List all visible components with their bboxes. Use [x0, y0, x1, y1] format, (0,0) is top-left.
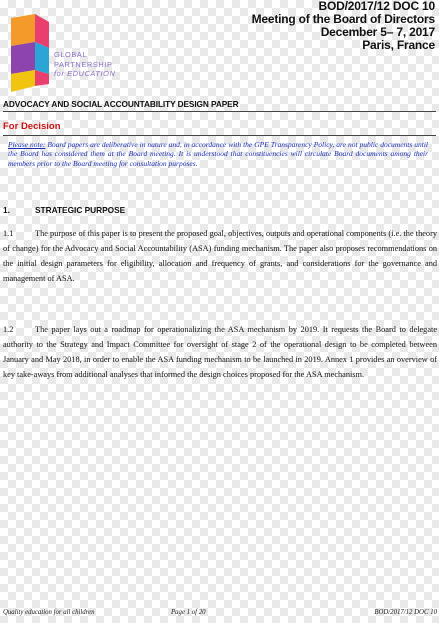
footer-doc-reference: BOD/2017/12 DOC 10: [374, 609, 437, 616]
paragraph-number: 1.2: [3, 325, 14, 334]
logo-line-1: GLOBAL: [54, 50, 88, 59]
paragraph-number: 1.1: [3, 229, 14, 238]
logo-wordmark: [54, 50, 115, 79]
gpe-logo-book-icon: [5, 14, 51, 94]
meeting-place: Paris, France: [362, 38, 435, 52]
paragraph-text: The paper lays out a roadmap for operationalizing the ASA mechanism by 2019. It requests the Board to delegate authority to the Strategy and Impact Committee for oversight of stage 2 of the operational design to be completed between January and May 2018, in order to enable the ASA funding mechanism to be launched in 2019. Annex 1 provides an overview of key take-aways from additional analyses that informed the design choices proposed for the ASA mechanism.: [3, 325, 437, 379]
document-header: [252, 0, 435, 52]
board-note: [8, 140, 428, 168]
logo-line-2: PARTNERSHIP: [54, 59, 113, 69]
decision-divider: [3, 135, 436, 136]
paragraph-text: The purpose of this paper is to present the proposed goal, objectives, outputs and operational components (i.e. the theory of change) for the Advocacy and Social Accountability (ASA) funding mechanism. The paper also proposes recommendations on the initial design parameters for eligibility, allocation and frequency of grants, and considerations for the governance and management of ASA.: [3, 229, 437, 283]
title-divider: [3, 111, 436, 112]
document-reference: BOD/2017/12 DOC 10: [318, 0, 435, 13]
meeting-dates: December 5– 7, 2017: [320, 25, 435, 39]
footer-page-number: Page 1 of 20: [171, 609, 206, 616]
page-footer: [3, 609, 437, 619]
logo-line-3: for EDUCATION: [54, 69, 116, 78]
section-title: STRATEGIC PURPOSE: [35, 205, 126, 215]
paragraph-1-1: [3, 226, 437, 286]
footer-tagline: Quality education for all children: [3, 609, 95, 616]
document-title: ADVOCACY AND SOCIAL ACCOUNTABILITY DESIGN PAPER: [3, 99, 239, 109]
section-number: 1.: [3, 205, 10, 215]
paragraph-1-2: [3, 322, 437, 382]
gpe-logo: [5, 14, 135, 94]
section-heading: [3, 205, 125, 215]
note-text: Board papers are deliberative in nature and, in accordance with the GPE Transparency Policy, are not public documents until the Board has considered them at the Board meeting. It is understood that constituencies will circulate Board documents among their members prior to the Board meeting for consultation purposes.: [8, 140, 429, 168]
decision-label: For Decision: [3, 121, 61, 132]
note-lead: Please note:: [8, 140, 46, 149]
meeting-title: Meeting of the Board of Directors: [251, 12, 435, 26]
